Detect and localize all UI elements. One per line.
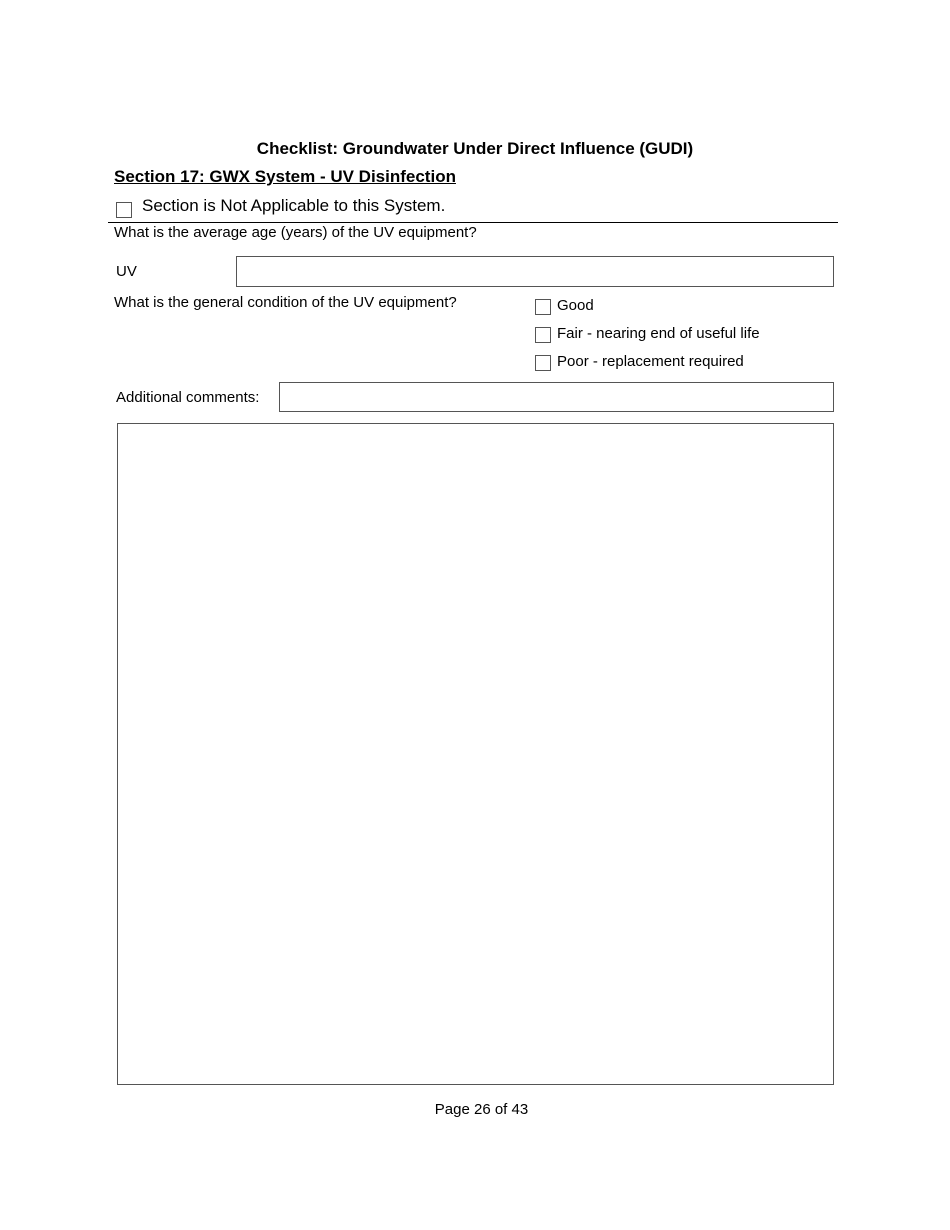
uv-label: UV — [116, 263, 137, 280]
section-heading: Section 17: GWX System - UV Disinfection — [114, 167, 456, 186]
uv-age-input[interactable] — [236, 256, 834, 287]
additional-comments-input[interactable] — [279, 382, 834, 412]
condition-poor-checkbox[interactable] — [535, 355, 551, 371]
not-applicable-label: Section is Not Applicable to this System. — [142, 196, 446, 215]
condition-good-checkbox[interactable] — [535, 299, 551, 315]
condition-good-label: Good — [557, 297, 594, 314]
document-title: Checklist: Groundwater Under Direct Influence (GUDI) — [256, 139, 694, 158]
section-divider — [108, 222, 838, 223]
comments-textarea[interactable] — [117, 423, 834, 1085]
not-applicable-checkbox[interactable] — [116, 202, 132, 218]
page-number: Page 26 of 43 — [434, 1101, 529, 1118]
condition-fair-checkbox[interactable] — [535, 327, 551, 343]
condition-poor-label: Poor - replacement required — [557, 353, 744, 370]
condition-fair-label: Fair - nearing end of useful life — [557, 325, 760, 342]
condition-question: What is the general condition of the UV equipment? — [114, 294, 457, 311]
age-question: What is the average age (years) of the UV equipment? — [114, 224, 477, 241]
additional-comments-label: Additional comments: — [116, 389, 260, 406]
